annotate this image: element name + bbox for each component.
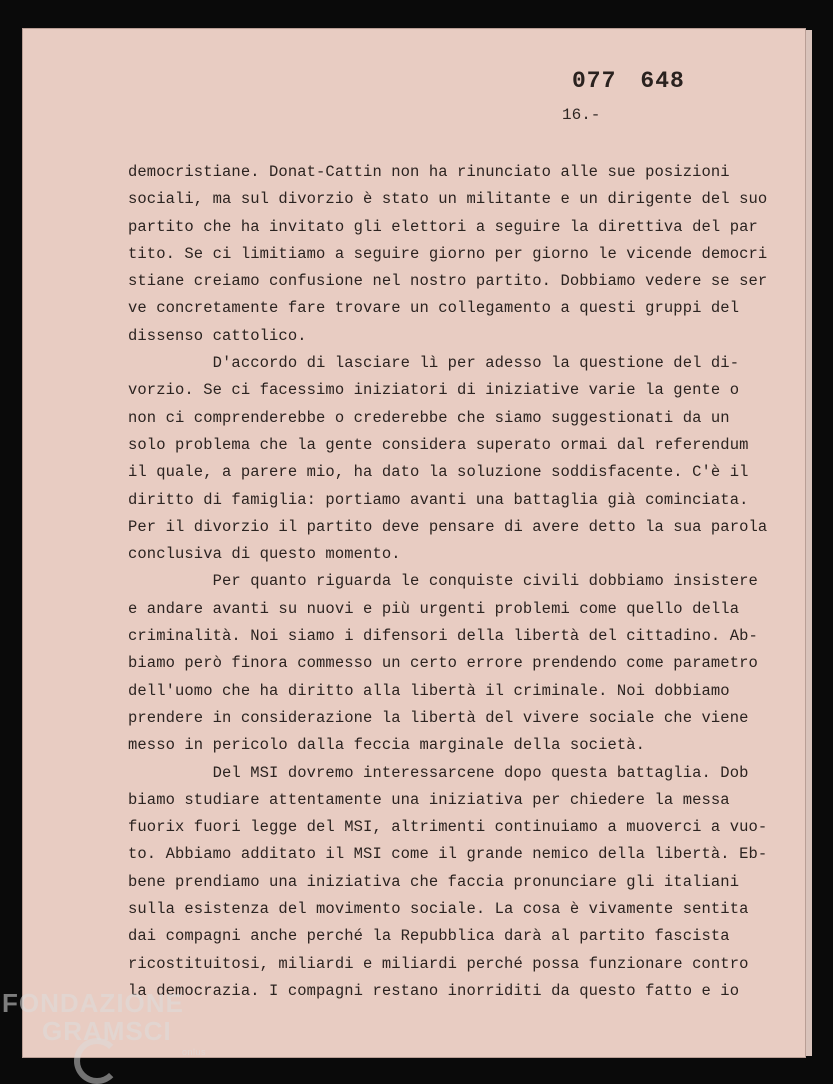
body-line: democristiane. Donat-Cattin non ha rinunciato alle sue posizioni [128, 163, 730, 181]
fondazione-gramsci-watermark [2, 988, 207, 1057]
archive-number [572, 68, 685, 94]
archive-number-part2: 648 [640, 68, 685, 94]
body-line: solo problema che la gente considera superato ormai dal referendum [128, 435, 749, 454]
body-line: messo in pericolo dalla feccia marginale della società. [128, 736, 646, 755]
body-line: e andare avanti su nuovi e più urgenti problemi come quello della [128, 599, 740, 618]
watermark-sub: onlus [182, 1047, 207, 1057]
body-line: prendere in considerazione la libertà del vivere sociale che viene [128, 708, 749, 727]
body-line: stiane creiamo confusione nel nostro partito. Dobbiamo vedere se ser [128, 272, 768, 291]
body-line: ve concretamente fare trovare un collegamento a questi gruppi del [128, 299, 740, 318]
body-line: D'accordo di lasciare lì per adesso la questione del di- [128, 354, 740, 373]
body-line: Per quanto riguarda le conquiste civili dobbiamo insistere [128, 572, 758, 591]
body-line: Per il divorzio il partito deve pensare di avere detto la sua parola [128, 517, 768, 536]
body-line: partito che ha invitato gli elettori a seguire la direttiva del par [128, 217, 758, 236]
page-number: 16.- [562, 106, 601, 124]
paper-edge [806, 30, 812, 1056]
body-line: biamo studiare attentamente una iniziativa per chiedere la messa [128, 790, 730, 809]
body-line: il quale, a parere mio, ha dato la soluzione soddisfacente. C'è il [128, 463, 749, 482]
body-line: sociali, ma sul divorzio è stato un militante e un dirigente del suo [128, 190, 768, 209]
body-line: ricostituitosi, miliardi e miliardi perché possa funzionare contro [128, 954, 749, 973]
body-line: dai compagni anche perché la Repubblica darà al partito fascista [128, 927, 730, 946]
body-line: conclusiva di questo momento. [128, 545, 401, 564]
archive-number-part1: 077 [572, 68, 617, 94]
watermark-line2 [42, 1016, 207, 1057]
body-line: la democrazia. I compagni restano inorriditi da questo fatto e io [128, 981, 740, 1000]
watermark-line2-text: GRAMSCI [42, 1016, 172, 1046]
body-line: vorzio. Se ci facessimo iniziatori di iniziative varie la gente o [128, 381, 740, 400]
body-line: sulla esistenza del movimento sociale. La cosa è vivamente sentita [128, 900, 749, 919]
body-line: bene prendiamo una iniziativa che faccia pronunciare gli italiani [128, 872, 740, 891]
typewritten-body [128, 159, 788, 1005]
body-line: biamo però finora commesso un certo errore prendendo come parametro [128, 654, 758, 673]
watermark-line1: FONDAZIONE [2, 988, 184, 1018]
body-line: tito. Se ci limitiamo a seguire giorno per giorno le vicende democri [128, 244, 768, 263]
body-line: Del MSI dovremo interessarcene dopo questa battaglia. Dob [128, 763, 749, 782]
body-line: fuorix fuori legge del MSI, altrimenti continuiamo a muoverci a vuo- [128, 818, 768, 837]
body-line: non ci comprenderebbe o crederebbe che siamo suggestionati da un [128, 408, 730, 427]
body-line: to. Abbiamo additato il MSI come il grande nemico della libertà. Eb- [128, 845, 768, 864]
body-line: dell'uomo che ha diritto alla libertà il criminale. Noi dobbiamo [128, 681, 730, 700]
gramsci-logo-icon [74, 1038, 120, 1084]
body-line: dissenso cattolico. [128, 326, 307, 345]
body-line: diritto di famiglia: portiamo avanti una battaglia già cominciata. [128, 490, 749, 509]
body-line: criminalità. Noi siamo i difensori della libertà del cittadino. Ab- [128, 627, 758, 646]
